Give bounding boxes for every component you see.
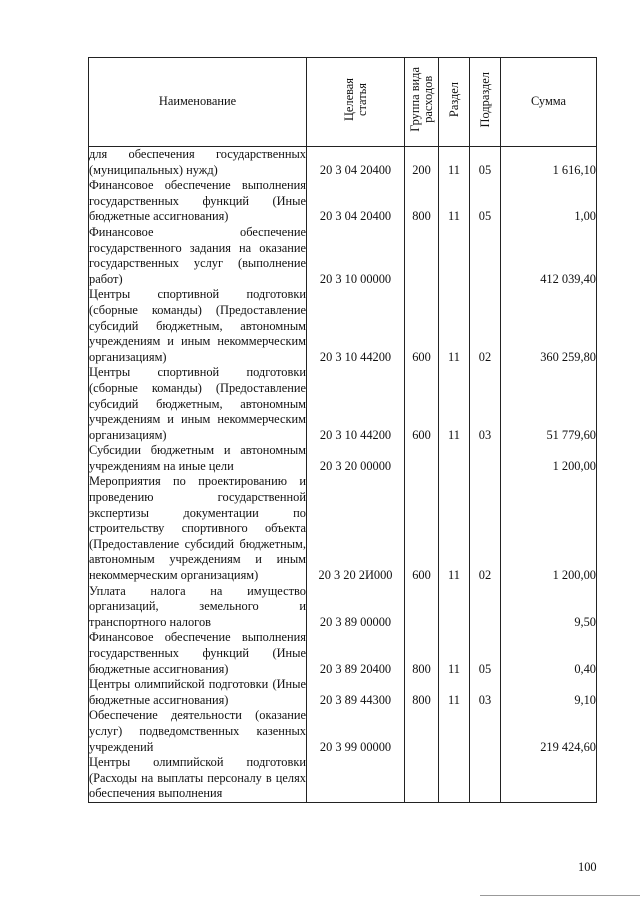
- row-name: для обеспечения государственных (муниципальных) нужд): [89, 147, 306, 177]
- row-group: [405, 584, 439, 631]
- row-subsection: 05: [470, 630, 501, 677]
- row-name: Мероприятия по проектированию и проведению государственной экспертизы документации по строительству спортивного объекта (Предоставление субсидий бюджетным, автономным учреждениям и иным некоммерческим организациям): [89, 474, 306, 583]
- row-sum: 1 200,00: [501, 474, 597, 583]
- row-section: 11: [439, 474, 470, 583]
- row-section: [439, 584, 470, 631]
- row-code: 20 3 10 44200: [307, 287, 405, 365]
- row-name: Центры спортивной подготовки (сборные команды) (Предоставление субсидий бюджетным, автономным учреждениям и иным некоммерческим организациям): [89, 365, 306, 442]
- table-row: [89, 147, 597, 179]
- header-group: Группа вида расходов: [405, 58, 439, 147]
- row-code: 20 3 04 20400: [307, 147, 405, 179]
- header-sum: Сумма: [501, 58, 597, 147]
- header-name: Наименование: [89, 58, 307, 147]
- row-name: Обеспечение деятельности (оказание услуг) подведомственных казенных учреждений: [89, 708, 306, 754]
- row-sum: 9,10: [501, 677, 597, 708]
- row-code: 20 3 10 00000: [307, 225, 405, 287]
- header-section: Раздел: [439, 58, 470, 147]
- table-row: [89, 178, 597, 225]
- row-sum: 1 616,10: [501, 147, 597, 179]
- row-sum: 219 424,60: [501, 708, 597, 755]
- table-row: [89, 630, 597, 677]
- table-row: [89, 584, 597, 631]
- row-subsection: [470, 225, 501, 287]
- row-name: Уплата налога на имущество организаций, земельного и транспортного налогов: [89, 583, 306, 629]
- row-code: 20 3 99 00000: [307, 708, 405, 755]
- row-code: 20 3 89 44300: [307, 677, 405, 708]
- footer-rule: [480, 895, 640, 896]
- table-row: [89, 708, 597, 755]
- row-name: Финансовое обеспечение государственного задания на оказание государственных услуг (выполнение работ): [89, 224, 306, 286]
- row-group: 200: [405, 147, 439, 179]
- table-header-row: [89, 58, 597, 147]
- row-group: 600: [405, 474, 439, 583]
- row-group: [405, 443, 439, 474]
- row-subsection: 02: [470, 287, 501, 365]
- table-row: [89, 443, 597, 474]
- row-sum: 0,40: [501, 630, 597, 677]
- row-group: 800: [405, 677, 439, 708]
- row-code: 20 3 89 20400: [307, 630, 405, 677]
- row-group: 800: [405, 178, 439, 225]
- row-section: [439, 443, 470, 474]
- row-section: 11: [439, 178, 470, 225]
- row-name: Центры олимпийской подготовки (Иные бюджетные ассигнования): [89, 677, 306, 707]
- row-subsection: 03: [470, 677, 501, 708]
- table-row: [89, 365, 597, 443]
- row-code: 20 3 20 00000: [307, 443, 405, 474]
- row-sum: 51 779,60: [501, 365, 597, 443]
- row-sum: 1 200,00: [501, 443, 597, 474]
- row-section: 11: [439, 630, 470, 677]
- row-subsection: 03: [470, 365, 501, 443]
- row-section: [439, 755, 470, 802]
- table-row: [89, 225, 597, 287]
- row-code: 20 3 10 44200: [307, 365, 405, 443]
- table-body: [89, 147, 597, 803]
- row-group: 600: [405, 287, 439, 365]
- row-subsection: 05: [470, 147, 501, 179]
- row-subsection: 02: [470, 474, 501, 583]
- row-section: [439, 708, 470, 755]
- page-number: 100: [578, 860, 597, 874]
- row-subsection: [470, 443, 501, 474]
- table-row: [89, 677, 597, 708]
- table-row: [89, 755, 597, 802]
- table-row: [89, 474, 597, 583]
- header-subsection: Подраздел: [470, 58, 501, 147]
- row-code: 20 3 04 20400: [307, 178, 405, 225]
- row-group: [405, 708, 439, 755]
- row-sum: 9,50: [501, 584, 597, 631]
- row-group: [405, 225, 439, 287]
- row-sum: [501, 755, 597, 802]
- row-code: [307, 755, 405, 802]
- budget-table: [88, 57, 597, 803]
- row-name: Финансовое обеспечение выполнения государственных функций (Иные бюджетные ассигнования): [89, 178, 306, 224]
- row-sum: 412 039,40: [501, 225, 597, 287]
- row-code: 20 3 20 2И000: [307, 474, 405, 583]
- row-sum: 1,00: [501, 178, 597, 225]
- row-group: 800: [405, 630, 439, 677]
- row-name: Центры олимпийской подготовки (Расходы на выплаты персоналу в целях обеспечения выполнения: [89, 755, 307, 802]
- row-sum: 360 259,80: [501, 287, 597, 365]
- row-group: 600: [405, 365, 439, 443]
- row-subsection: 05: [470, 178, 501, 225]
- row-subsection: [470, 584, 501, 631]
- row-group: [405, 755, 439, 802]
- row-section: [439, 225, 470, 287]
- table-row: [89, 287, 597, 365]
- row-name: Центры спортивной подготовки (сборные команды) (Предоставление субсидий бюджетным, автономным учреждениям и иным некоммерческим организациям): [89, 287, 306, 364]
- row-section: 11: [439, 365, 470, 443]
- row-subsection: [470, 755, 501, 802]
- row-subsection: [470, 708, 501, 755]
- row-name: Субсидии бюджетным и автономным учреждениям на иные цели: [89, 443, 306, 473]
- row-section: 11: [439, 147, 470, 179]
- row-section: 11: [439, 287, 470, 365]
- row-name: Финансовое обеспечение выполнения государственных функций (Иные бюджетные ассигнования): [89, 630, 306, 676]
- header-code: Целевая статья: [307, 58, 405, 147]
- row-code: 20 3 89 00000: [307, 584, 405, 631]
- row-section: 11: [439, 677, 470, 708]
